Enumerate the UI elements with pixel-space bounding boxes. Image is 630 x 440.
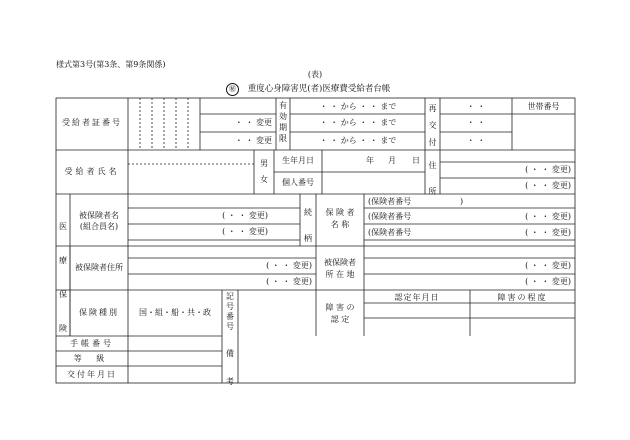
union-name-label: (組合員名) — [79, 222, 119, 231]
insurer-location-label: 被保険者 所 在 地 — [324, 258, 356, 279]
insured-name-label: 被保険者名 — [79, 211, 119, 220]
change-field-2[interactable]: ・ ・ 変更 — [234, 136, 272, 145]
reissue-date-2[interactable]: ・ ・ — [466, 118, 486, 127]
insured-name-change-1[interactable]: ( ・ ・ 変更) — [222, 211, 268, 220]
insured-address-change-2[interactable]: ( ・ ・ 変更) — [266, 277, 312, 286]
insurer-name-label: 保 険 者 名 称 — [325, 208, 355, 229]
validity-period-1[interactable]: ・ ・ から ・ ・ まで — [319, 102, 397, 111]
recipient-number-label: 受給者証番号 — [62, 118, 122, 127]
birthdate-label: 生年月日 — [282, 156, 314, 165]
cert-date-label: 認定年月日 — [394, 293, 440, 302]
insurer-number-2: (保険者番号 — [368, 212, 412, 221]
sex-label: 男 女 — [260, 159, 268, 184]
insured-address-change-1[interactable]: ( ・ ・ 変更) — [266, 261, 312, 270]
relation-label: 続 柄 — [304, 208, 312, 243]
issue-date-label: 交付年月日 — [67, 370, 117, 379]
insurer-number-open: (保険者番号 — [368, 197, 412, 206]
day-label: 日 — [412, 156, 420, 165]
symbol-number-label: 記 号 番 号 — [226, 292, 234, 331]
form-title: 重度心身障害児(者)医療費受給者台帳 — [247, 84, 391, 94]
insurance-type-options[interactable]: 国・組・船・共・政 — [139, 308, 211, 317]
form-number: 様式第3号(第3条、第9条関係) — [56, 60, 166, 69]
insurer-location-change-1[interactable]: ( ・ ・ 変更) — [525, 261, 571, 270]
validity-period-3[interactable]: ・ ・ から ・ ・ まで — [319, 136, 397, 145]
reissue-label: 再 交 付 — [428, 104, 437, 147]
change-field-1[interactable]: ・ ・ 変更 — [234, 118, 272, 127]
disability-degree-label: 障害の程度 — [497, 293, 548, 302]
confidential-seal: ㊙ — [226, 83, 239, 96]
insurer-number-close: ) — [460, 197, 464, 206]
remarks-label: 備 考 — [226, 349, 234, 386]
insured-name-change-2[interactable]: ( ・ ・ 変更) — [222, 227, 268, 236]
address-label: 住 所 — [428, 161, 437, 196]
side-label: (表) — [307, 70, 323, 79]
recipient-name-label: 受給者氏名 — [64, 167, 120, 176]
insurer-number-3: (保険者番号 — [368, 228, 412, 237]
individual-number-label: 個人番号 — [282, 178, 314, 187]
address-change-2[interactable]: ( ・ ・ 変更) — [525, 181, 571, 190]
form-title-line — [226, 83, 390, 96]
address-change-1[interactable]: ( ・ ・ 変更) — [525, 165, 571, 174]
month-label: 月 — [388, 156, 396, 165]
validity-period-2[interactable]: ・ ・ から ・ ・ まで — [319, 118, 397, 127]
year-label: 年 — [366, 156, 374, 165]
medical-insurance-label: 医 療 保 険 — [59, 222, 67, 333]
insurer-change-2[interactable]: ( ・ ・ 変更) — [525, 228, 571, 237]
notebook-number-label: 手帳番号 — [70, 339, 114, 348]
insurer-location-change-2[interactable]: ( ・ ・ 変更) — [525, 277, 571, 286]
insurer-change-1[interactable]: ( ・ ・ 変更) — [525, 212, 571, 221]
insurance-type-label: 保険種別 — [79, 308, 119, 317]
disability-cert-label: 障 害 の 認 定 — [325, 303, 355, 324]
reissue-date-1[interactable]: ・ ・ — [466, 102, 486, 111]
household-number-label: 世帯番号 — [527, 102, 560, 111]
validity-label: 有 効 期 限 — [279, 101, 287, 143]
reissue-date-3[interactable]: ・ ・ — [466, 136, 486, 145]
grade-label: 等 級 — [73, 354, 111, 363]
insured-address-label: 被保険者住所 — [75, 263, 123, 272]
